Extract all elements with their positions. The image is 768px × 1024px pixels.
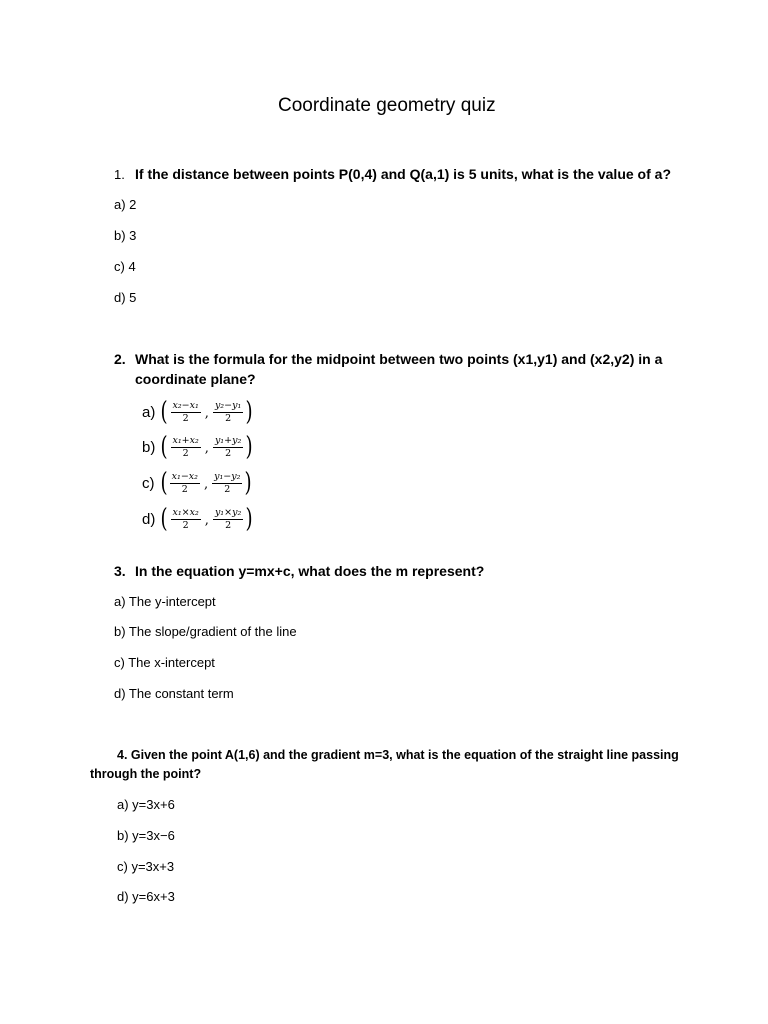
option-label: d) — [142, 510, 156, 528]
left-paren: ( — [160, 397, 168, 427]
question-4-option-b: b) y=3x−6 — [117, 828, 175, 843]
question-1-option-d: d) 5 — [114, 290, 137, 305]
right-paren: ) — [245, 504, 253, 534]
option-label: a) — [142, 403, 156, 421]
question-2-text-line1: What is the formula for the midpoint between two points (x1,y1) and (x2,y2) in a — [135, 351, 663, 367]
question-4-option-c: c) y=3x+3 — [117, 859, 175, 874]
left-paren: ( — [160, 432, 168, 462]
question-3-text: In the equation y=mx+c, what does the m represent? — [135, 563, 485, 579]
fraction-x: $\frac{\text{x₂−x₁}}{2}$ — [172, 400, 199, 424]
question-4-text-line1: 4. Given the point A(1,6) and the gradient m=3, what is the equation of the straight line passing — [117, 748, 679, 762]
left-paren: ( — [160, 504, 168, 534]
right-paren: ) — [245, 432, 253, 462]
question-4-option-d: d) y=6x+3 — [117, 889, 175, 904]
question-2-option-a: a) ( $\frac{\text{x₂−x₁}}{2}$ , $\frac{\text{y₂−y₁}}{2}$ ) — [142, 397, 253, 427]
question-3-option-b: b) The slope/gradient of the line — [114, 624, 297, 639]
question-1-number: 1. — [114, 167, 125, 182]
question-1-option-c: c) 4 — [114, 259, 136, 274]
fraction-x: $\frac{\text{x₁×x₂}}{2}$ — [172, 507, 199, 531]
fraction-y: $\frac{\text{y₁−y₂}}{2}$ — [214, 471, 241, 495]
question-1-option-a: a) 2 — [114, 197, 137, 212]
fraction-y: $\frac{\text{y₁+y₂}}{2}$ — [214, 435, 242, 459]
fraction-y: $\frac{\text{y₁×y₂}}{2}$ — [214, 507, 242, 531]
question-1-option-b: b) 3 — [114, 228, 137, 243]
question-3-option-a: a) The y-intercept — [114, 594, 216, 609]
question-3-number: 3. — [114, 563, 126, 579]
right-paren: ) — [244, 468, 253, 498]
option-label: c) — [142, 474, 155, 492]
quiz-title: Coordinate geometry quiz — [278, 95, 496, 116]
question-2-text-line2: coordinate plane? — [135, 371, 256, 387]
right-paren: ) — [245, 397, 253, 427]
fraction-x: $\frac{\text{x₁−x₂}}{2}$ — [171, 471, 198, 495]
question-2-option-d: d) ( $\frac{\text{x₁×x₂}}{2}$ , $\frac{\text{y₁×y₂}}{2}$ ) — [142, 504, 253, 534]
fraction-x: $\frac{\text{x₁+x₂}}{2}$ — [172, 435, 199, 459]
question-3-option-c: c) The x-intercept — [114, 655, 215, 670]
question-2-option-c: c) ( $\frac{\text{x₁−x₂}}{2}$ , $\frac{\text{y₁−y₂}}{2}$ ) — [142, 468, 253, 498]
fraction-y: $\frac{\text{y₂−y₁}}{2}$ — [214, 400, 242, 424]
question-2-number: 2. — [114, 351, 126, 367]
question-1-text: If the distance between points P(0,4) and Q(a,1) is 5 units, what is the value of a? — [135, 166, 671, 182]
question-2-option-b: b) ( $\frac{\text{x₁+x₂}}{2}$ , $\frac{\text{y₁+y₂}}{2}$ ) — [142, 432, 253, 462]
option-label: b) — [142, 438, 156, 456]
question-3-option-d: d) The constant term — [114, 686, 234, 701]
question-4-option-a: a) y=3x+6 — [117, 797, 175, 812]
question-4-text-line2: through the point? — [90, 767, 202, 781]
left-paren: ( — [160, 468, 168, 498]
